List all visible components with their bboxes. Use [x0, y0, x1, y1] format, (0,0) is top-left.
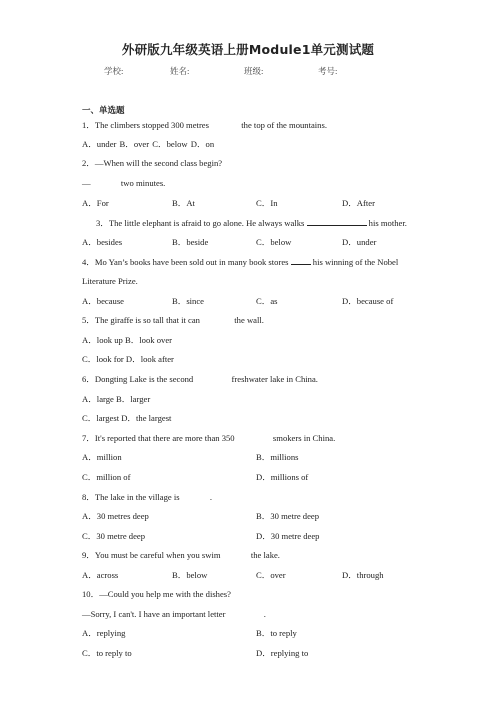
option-a: A．For [82, 198, 109, 208]
question-2-line2 [82, 178, 165, 189]
option-d: D．because of [342, 296, 394, 306]
section-heading: 一、单选题 [82, 106, 125, 116]
question-text: 1．The climbers stopped 300 metres [82, 120, 209, 130]
option-b: B．At [172, 198, 195, 208]
question-text: . [209, 492, 213, 502]
option-b: B．beside [172, 237, 209, 247]
option-c: C．In [256, 198, 278, 208]
question-text: his winning of the Nobel [312, 257, 399, 267]
option-d: D．30 metre deep [256, 531, 320, 541]
question-4 [82, 256, 398, 268]
option-c: C．to reply to [82, 648, 132, 658]
option-a: A．across [82, 570, 119, 580]
answer-blank [291, 256, 311, 265]
option-b: B．since [172, 296, 204, 306]
question-text: 3．The little elephant is afraid to go alone. He always walks [96, 218, 305, 228]
question-text: . [263, 609, 266, 619]
class-label: 班级: [244, 66, 264, 76]
dash: — [82, 178, 91, 188]
question-6-options-1: A．large B．larger [82, 394, 151, 404]
question-6-options-2: C．largest D．the largest [82, 413, 172, 423]
question-text: 5．The giraffe is so tall that it can [82, 315, 200, 325]
question-text: 9．You must be careful when you swim [82, 550, 221, 560]
question-5-options-2: C．look for D．look after [82, 354, 174, 364]
name-label: 姓名: [170, 66, 190, 76]
question-5 [82, 315, 264, 326]
number-label: 考号: [318, 66, 338, 76]
option-b: B．millions [256, 452, 299, 462]
option-a: A．million [82, 452, 122, 462]
question-6 [82, 374, 318, 385]
question-text: the wall. [234, 315, 264, 325]
question-9 [82, 550, 280, 561]
question-7 [82, 433, 335, 444]
question-text: 6．Dongting Lake is the second [82, 374, 194, 384]
option-c: C．as [256, 296, 278, 306]
option-c: C．million of [82, 472, 131, 482]
question-text: —Sorry, I can't. I have an important letter [82, 609, 226, 619]
question-1 [82, 120, 327, 131]
question-text: freshwater lake in China. [231, 374, 318, 384]
option-a: A．30 metres deep [82, 511, 149, 521]
question-2: 2．—When will the second class begin? [82, 158, 223, 168]
page-title: 外研版九年级英语上册Module1单元测试题 [121, 42, 375, 57]
question-text: 7．It's reported that there are more than 350 [82, 433, 235, 443]
option-a: A．because [82, 296, 124, 306]
question-4-line2: Literature Prize. [82, 276, 138, 286]
option-d: D．under [342, 237, 377, 247]
question-1-options: A．under B．over C．below D．on [82, 139, 215, 149]
question-text: 8．The lake in the village is [82, 492, 180, 502]
option-a: A．besides [82, 237, 123, 247]
question-text: smokers in China. [272, 433, 336, 443]
question-5-options-1: A．look up B．look over [82, 335, 172, 345]
option-c: C．below [256, 237, 292, 247]
question-text: two minutes. [120, 178, 166, 188]
question-text: the top of the mountains. [241, 120, 327, 130]
question-text: his mother. [368, 218, 407, 228]
option-d: D．replying to [256, 648, 309, 658]
option-a: A．replying [82, 628, 126, 638]
answer-blank [307, 217, 367, 226]
question-text: the lake. [250, 550, 280, 560]
option-b: B．below [172, 570, 208, 580]
option-d: D．After [342, 198, 375, 208]
question-10-line2 [82, 609, 266, 620]
question-3 [96, 217, 407, 229]
option-b: B．to reply [256, 628, 297, 638]
option-d: D．millions of [256, 472, 309, 482]
option-b: B．30 metre deep [256, 511, 320, 521]
question-8 [82, 492, 212, 503]
question-text: 4．Mo Yan’s books have been sold out in many book stores [82, 257, 289, 267]
option-c: C．30 metre deep [82, 531, 146, 541]
option-c: C．over [256, 570, 286, 580]
option-d: D．through [342, 570, 384, 580]
school-label: 学校: [104, 66, 124, 76]
question-10: 10．—Could you help me with the dishes? [82, 589, 231, 599]
